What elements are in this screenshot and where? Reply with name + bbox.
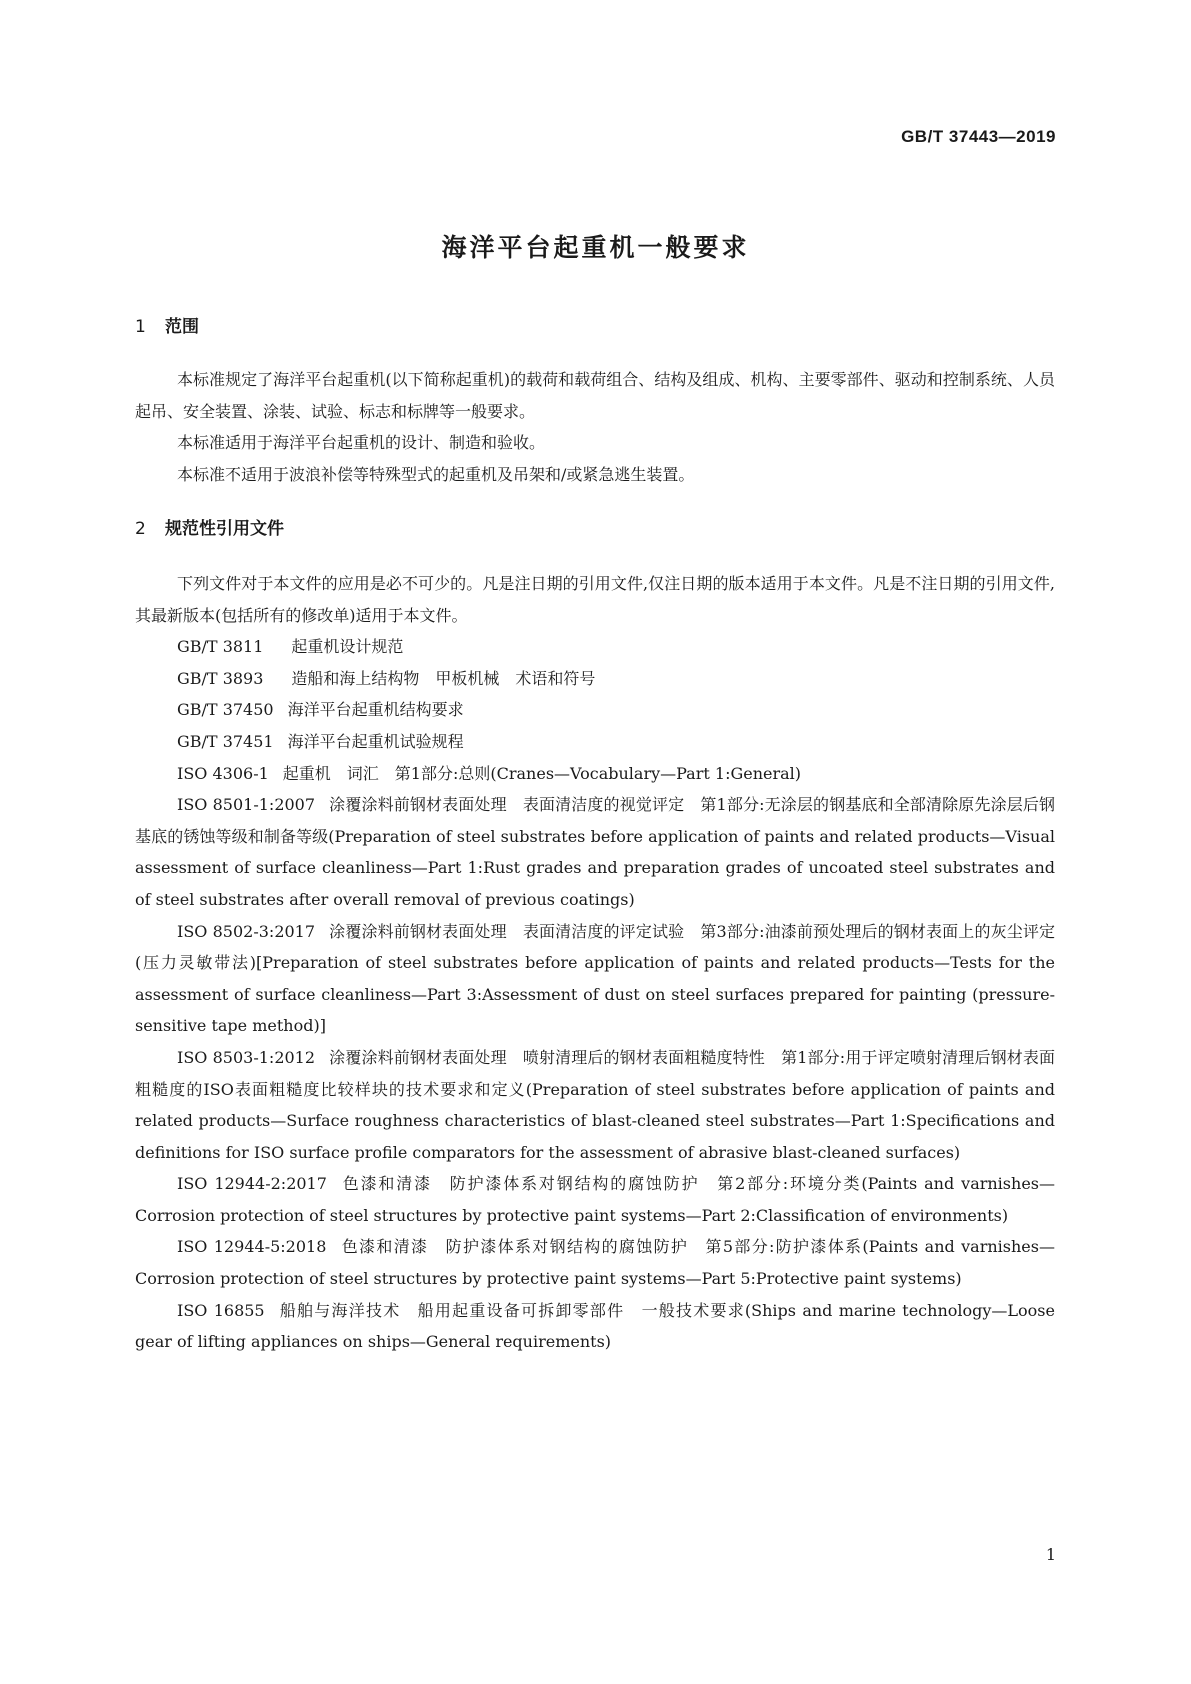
reference-title: 涂覆涂料前钢材表面处理 表面清洁度的评定试验 第3部分:油漆前预处理后的钢材表面上的灰尘评定(压力灵敏带法)[Preparation of steel substrates before application of paints and related products—Tests for the assessment of surface cleanliness—Part 3:Assessment of dust on steel surfaces prepared for painting (pressure-sensitive tape method)] bbox=[135, 921, 1055, 1036]
references-body bbox=[135, 568, 1055, 1358]
reference-id: ISO 16855 bbox=[177, 1300, 265, 1320]
paragraph: 下列文件对于本文件的应用是必不可少的。凡是注日期的引用文件,仅注日期的版本适用于本文件。凡是不注日期的引用文件,其最新版本(包括所有的修改单)适用于本文件。 bbox=[135, 574, 1055, 625]
paragraph: 本标准不适用于波浪补偿等特殊型式的起重机及吊架和/或紧急逃生装置。 bbox=[177, 464, 695, 484]
section-number: 2 bbox=[135, 519, 146, 539]
standard-code: GB/T 37443—2019 bbox=[901, 127, 1056, 146]
reference-id: GB/T 3893 bbox=[177, 668, 264, 688]
page-number: 1 bbox=[1045, 1545, 1056, 1564]
reference-id: ISO 8503-1:2012 bbox=[177, 1047, 316, 1067]
reference-title: 涂覆涂料前钢材表面处理 表面清洁度的视觉评定 第1部分:无涂层的钢基底和全部清除原先涂层后钢基底的锈蚀等级和制备等级(Preparation of steel substrates before application of paints and related products—Visual assessment of surface cleanliness—Part 1:Rust grades and preparation grades of uncoated steel substrates and of steel substrates after overall removal of previous coatings) bbox=[135, 795, 1055, 909]
reference-id: ISO 12944-2:2017 bbox=[177, 1174, 327, 1194]
document-title: 海洋平台起重机一般要求 bbox=[441, 233, 750, 262]
reference-title: 海洋平台起重机试验规程 bbox=[287, 731, 464, 751]
reference-id: GB/T 37451 bbox=[177, 731, 274, 751]
section-title: 规范性引用文件 bbox=[165, 519, 284, 539]
reference-entry bbox=[135, 1168, 1055, 1231]
reference-id: GB/T 3811 bbox=[177, 637, 264, 657]
reference-title: 海洋平台起重机结构要求 bbox=[287, 700, 464, 720]
section-number: 1 bbox=[135, 317, 146, 337]
section-heading-scope bbox=[135, 312, 199, 337]
reference-entry bbox=[135, 726, 1055, 758]
reference-title: 涂覆涂料前钢材表面处理 喷射清理后的钢材表面粗糙度特性 第1部分:用于评定喷射清理后钢材表面粗糙度的ISO表面粗糙度比较样块的技术要求和定义(Preparation of steel substrates before application of paints and related products—Surface roughness characteristics of blast-cleaned steel substrates—Part 1:Specifications and definitions for ISO surface profile comparators for the assessment of abrasive blast-cleaned surfaces) bbox=[135, 1047, 1055, 1162]
reference-id: ISO 4306-1 bbox=[177, 763, 269, 783]
reference-title: 色漆和清漆 防护漆体系对钢结构的腐蚀防护 第5部分:防护漆体系(Paints and varnishes—Corrosion protection of steel structures by protective paint systems—Part 5:Protective paint systems) bbox=[135, 1237, 1055, 1289]
reference-entry bbox=[135, 1042, 1055, 1168]
reference-id: ISO 8502-3:2017 bbox=[177, 921, 316, 941]
paragraph: 本标准规定了海洋平台起重机(以下简称起重机)的载荷和载荷组合、结构及组成、机构、主要零部件、驱动和控制系统、人员起吊、安全装置、涂装、试验、标志和标牌等一般要求。 bbox=[135, 370, 1055, 421]
scope-body bbox=[135, 364, 1055, 490]
reference-entry bbox=[135, 694, 1055, 726]
section-heading-normative-references bbox=[135, 514, 284, 539]
reference-entry bbox=[135, 1295, 1055, 1358]
section-title: 范围 bbox=[165, 317, 199, 337]
reference-entry bbox=[135, 916, 1055, 1042]
paragraph: 本标准适用于海洋平台起重机的设计、制造和验收。 bbox=[177, 433, 546, 453]
reference-entry bbox=[135, 758, 1055, 790]
reference-id: GB/T 37450 bbox=[177, 700, 274, 720]
reference-title: 色漆和清漆 防护漆体系对钢结构的腐蚀防护 第2部分:环境分类(Paints and varnishes—Corrosion protection of steel structures by protective paint systems—Part 2:Classification of environments) bbox=[135, 1174, 1055, 1225]
reference-title: 造船和海上结构物 甲板机械 术语和符号 bbox=[291, 668, 596, 688]
reference-entry bbox=[135, 789, 1055, 915]
reference-id: ISO 12944-5:2018 bbox=[177, 1237, 327, 1257]
reference-id: ISO 8501-1:2007 bbox=[177, 795, 316, 815]
reference-title: 船舶与海洋技术 船用起重设备可拆卸零部件 一般技术要求(Ships and marine technology—Loose gear of lifting appliances on ships—General requirements) bbox=[135, 1300, 1055, 1352]
reference-title: 起重机设计规范 bbox=[291, 637, 404, 657]
reference-title: 起重机 词汇 第1部分:总则(Cranes—Vocabulary—Part 1:General) bbox=[282, 763, 802, 783]
reference-entry bbox=[135, 1231, 1055, 1294]
reference-entry bbox=[135, 663, 1055, 695]
reference-entry bbox=[135, 631, 1055, 663]
